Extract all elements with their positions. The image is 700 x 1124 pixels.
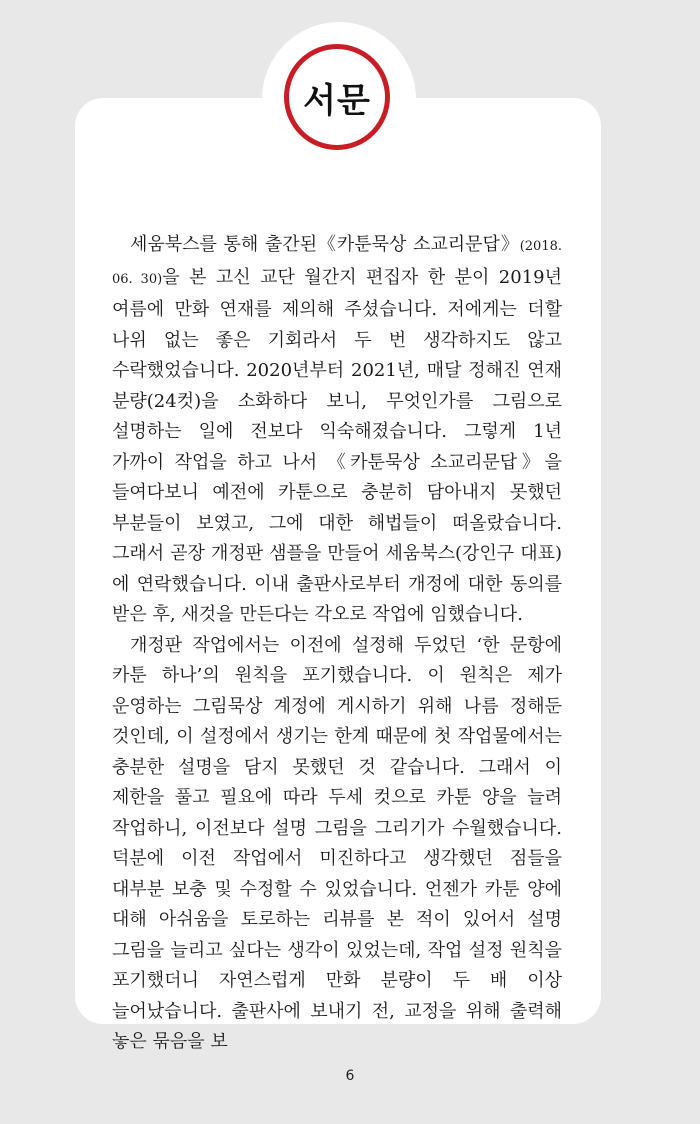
publication-date: (2018. 06. 30) (112, 239, 563, 287)
paragraph-1 (112, 230, 562, 631)
preface-text (112, 230, 562, 1058)
page-number: 6 (345, 1068, 355, 1084)
paragraph-2: 개정판 작업에서는 이전에 설정해 두었던 ‘한 문항에 카툰 하나’의 원칙을 포기했습니다. 이 원칙은 제가 운영하는 그림묵상 계정에 게시하기 위해 나름 정해둔 것인데, 이 설정에서 생기는 한계 때문에 첫 작업물에서는 충분한 설명을 담지 못했던 것 같습니다. 그래서 이 제한을 풀고 필요에 따라 두세 컷으로 카툰 양을 늘려 작업하니, 이전보다 설명 그림을 그리기가 수월했습니다. 덕분에 이전 작업에서 미진하다고 생각했던 점들을 대부분 보충 및 수정할 수 있었습니다. 언젠가 카툰 양에 대해 아쉬움을 토로하는 리뷰를 본 적이 있어서 설명 그림을 늘리고 싶다는 생각이 있었는데, 작업 설정 원칙을 포기했더니 자연스럽게 만화 분량이 두 배 이상 늘어났습니다. 출판사에 보내기 전, 교정을 위해 출력해 놓은 묶음을 보 (112, 634, 562, 1052)
book-title: 《카툰묵상 소교리문답》 (317, 234, 520, 255)
title-badge (284, 44, 390, 150)
title-badge-backdrop (262, 22, 416, 176)
paragraph-1-start: 세움북스를 통해 출간된 (130, 234, 318, 255)
page-title: 서문 (303, 80, 371, 121)
paragraph-1-rest: 을 본 고신 교단 월간지 편집자 한 분이 2019년 여름에 만화 연재를 제의해 주셨습니다. 저에게는 더할 나위 없는 좋은 기회라서 두 번 생각하지도 않고 수락했었습니다. 2020년부터 2021년, 매달 정해진 연재 분량(24컷)을 소화하다 보니, 무엇인가를 그림으로 설명하는 일에 전보다 익숙해졌습니다. 그렇게 1년 가까이 작업을 하고 나서 《카툰묵상 소교리문답》을 들여다보니 예전에 카툰으로 충분히 담아내지 못했던 부분들이 보였고, 그에 대한 해법들이 떠올랐습니다. 그래서 곧장 개정판 샘플을 만들어 세움북스(강인구 대표)에 연락했습니다. 이내 출판사로부터 개정에 대한 동의를 받은 후, 새것을 만든다는 각오로 작업에 임했습니다. (112, 266, 563, 625)
